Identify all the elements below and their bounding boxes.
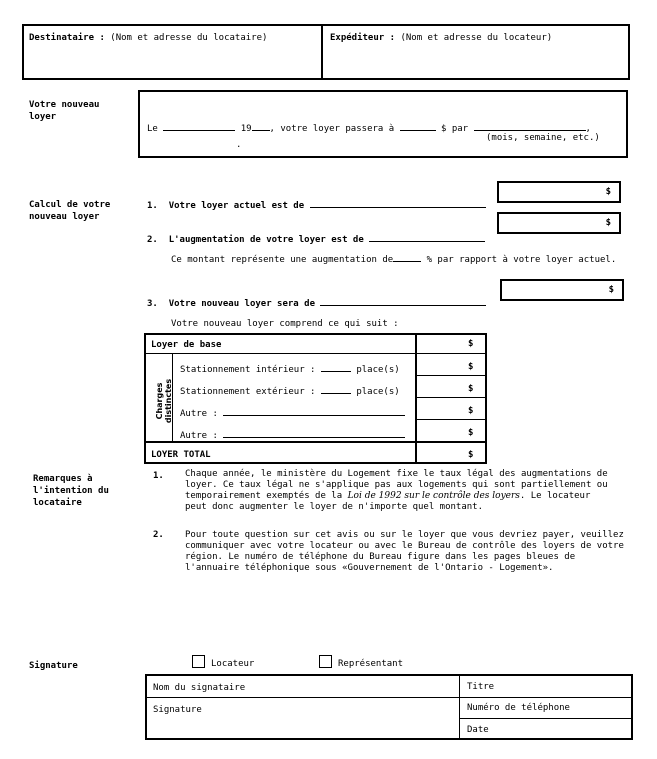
representant-checkbox[interactable] [319,655,332,668]
law-name: Loi de 1992 sur le contrôle des loyers [347,491,520,501]
dot-text: . [236,140,242,150]
expediteur-hint: (Nom et adresse du locateur) [400,33,553,43]
item2-blank[interactable] [369,232,485,242]
item1-text: Votre loyer actuel est de [168,201,305,211]
item3-blank[interactable] [320,296,486,306]
sig-col-divider [459,675,460,739]
other2-row [180,428,405,441]
remark2-line1: Pour toute question sur cet avis ou sur le loyer que vous devriez payer, veuillez [185,530,624,540]
other1-dollar[interactable]: $ [468,406,474,416]
year-prefix: 19 [240,124,252,134]
remark2-text [185,530,640,574]
remark2-line2: communiquer avec votre locateur ou avec le Bureau de contrôle des loyers de votre [185,541,624,551]
other1-label: Autre : [180,409,218,419]
increase-dollar: $ [605,218,611,228]
outdoor-dollar[interactable]: $ [468,384,474,394]
remark1-num: 1. [153,471,164,481]
representant-label: Représentant [338,659,404,669]
base-rent-dollar[interactable]: $ [468,339,474,349]
new-rent-section-label: Votre nouveau loyer [29,100,100,122]
title-field[interactable]: Titre [467,682,495,692]
charges-side-label: Charges distinctes [155,378,173,424]
destinataire-label: Destinataire : [29,33,105,43]
outdoor-parking-row [180,384,400,397]
indoor-dollar[interactable]: $ [468,362,474,372]
outdoor-unit: place(s) [356,387,400,397]
remark1-line2: loyer. Ce taux légal ne s'applique pas aux logements qui sont partiellement ou [185,480,608,490]
dollar-par: $ par [441,124,469,134]
item1-num: 1. [147,201,158,211]
indoor-unit: place(s) [356,365,400,375]
other1-blank[interactable] [223,406,405,416]
expediteur-field[interactable] [330,33,552,43]
calc-section-label: Calcul de votre nouveau loyer [29,200,111,222]
sig-row-line-right2 [460,718,632,719]
remark1-line3b: . Le locateur [519,491,591,501]
remark2-num: 2. [153,530,164,540]
outdoor-label: Stationnement extérieur : [180,387,316,397]
remarks-section-label: Remarques à l'intention du locataire [33,474,109,508]
remark2-line3: région. Le numéro de téléphone du Bureau figure dans les pages bleues de [185,552,576,562]
comma-text: , [585,124,591,134]
signature-field[interactable]: Signature [153,705,202,715]
date-day-blank[interactable] [163,121,235,131]
item3-num: 3. [147,299,158,309]
date-field[interactable]: Date [467,725,489,735]
destinataire-field[interactable] [29,33,267,43]
representant-option[interactable] [319,655,403,669]
le-label: Le [147,124,158,134]
item2-num: 2. [147,235,158,245]
remark1-line1: Chaque année, le ministère du Logement fixe le taux légal des augmentations de [185,469,608,479]
signature-section-label: Signature [29,661,78,671]
current-rent-box[interactable] [497,181,621,203]
total-rent-dollar[interactable]: $ [468,450,474,460]
other2-blank[interactable] [223,428,405,438]
header-divider [321,25,323,79]
item1-blank[interactable] [310,198,486,208]
table-row-line-3 [416,397,486,398]
current-rent-dollar: $ [605,187,611,197]
destinataire-hint: (Nom et adresse du locataire) [110,33,268,43]
new-rent-amount-blank[interactable] [400,121,436,131]
increase-box[interactable] [497,212,621,234]
percent-post: % par rapport à votre loyer actuel. [426,255,617,265]
base-rent-label: Loyer de base [151,340,222,350]
table-row-line-4 [416,419,486,420]
indoor-count-blank[interactable] [321,362,351,372]
item3 [147,296,486,309]
other2-label: Autre : [180,431,218,441]
includes-text: Votre nouveau loyer comprend ce qui suit : [171,319,399,329]
remark1-line3 [185,491,635,502]
locateur-checkbox[interactable] [192,655,205,668]
new-rent-total-box[interactable] [500,279,624,301]
phone-field[interactable]: Numéro de téléphone [467,703,570,713]
table-row-line-2 [416,375,486,376]
locateur-label: Locateur [211,659,255,669]
year-blank[interactable] [252,121,270,131]
remark1-line3a: temporairement exemptés de la [185,491,343,501]
item3-text: Votre nouveau loyer sera de [168,299,315,309]
phrase-text: , votre loyer passera à [269,124,395,134]
remark1-line4: peut donc augmenter le loyer de n'importe quel montant. [185,502,484,512]
signer-name-field[interactable]: Nom du signataire [153,683,246,693]
table-row-line-1 [145,353,486,354]
sig-row-line-right1 [460,697,632,698]
other2-dollar[interactable]: $ [468,428,474,438]
remark1-text [185,469,635,513]
period-hint: (mois, semaine, etc.) [486,133,600,143]
other1-row [180,406,405,419]
percent-blank[interactable] [393,252,421,262]
percent-pre: Ce montant représente une augmentation de [171,255,394,265]
percent-line [171,252,616,265]
indoor-label: Stationnement intérieur : [180,365,316,375]
new-total-dollar: $ [608,285,614,295]
table-row-line-5 [145,441,486,443]
indoor-parking-row [180,362,400,375]
sig-row-line-left [146,697,459,698]
locateur-option[interactable] [192,655,254,669]
item2 [147,232,485,245]
period-blank[interactable] [474,121,586,131]
item1 [147,198,486,211]
expediteur-label: Expéditeur : [330,33,396,43]
remark2-line4: l'annuaire téléphonique sous «Gouvernement de l'Ontario - Logement». [185,563,554,573]
item2-text: L'augmentation de votre loyer est de [168,235,364,245]
total-rent-label: LOYER TOTAL [151,450,211,460]
outdoor-count-blank[interactable] [321,384,351,394]
